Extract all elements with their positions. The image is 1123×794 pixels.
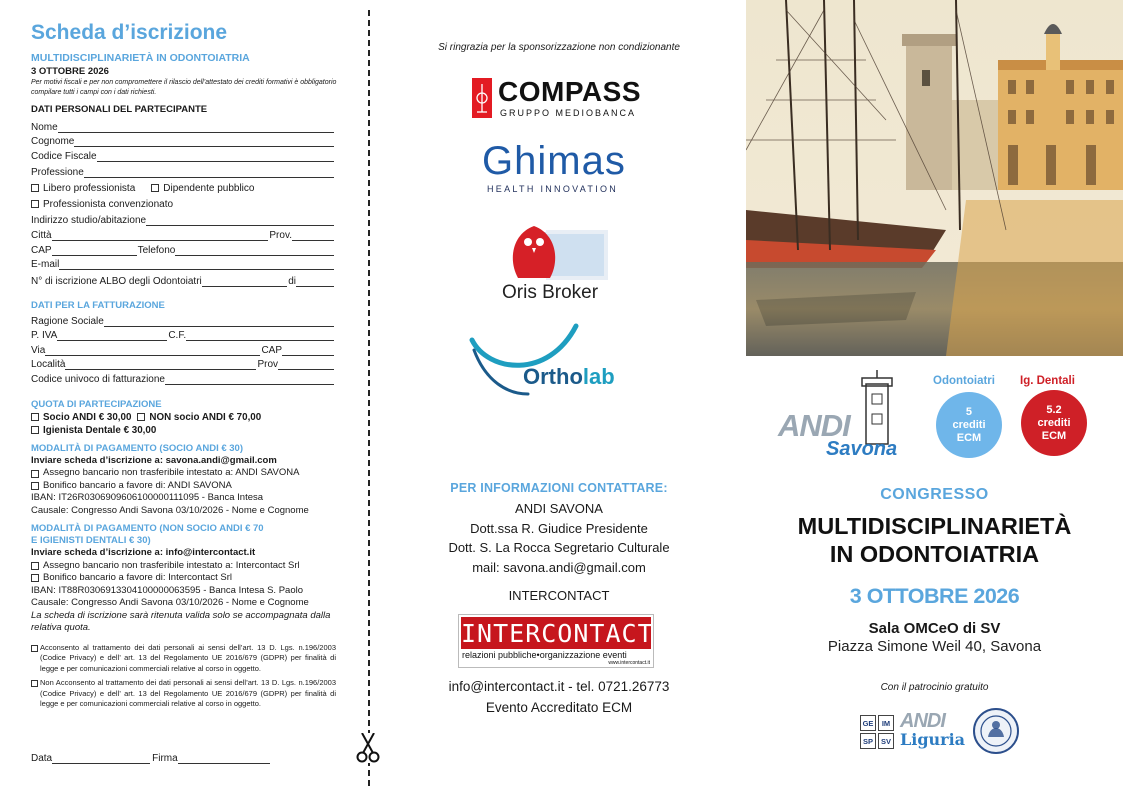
omceo-cell-sp: SP <box>860 733 876 749</box>
pay-other-header <box>31 523 352 547</box>
consent-no-checkbox[interactable] <box>31 680 38 687</box>
telefono-label: Telefono <box>137 244 176 256</box>
consent-no-row <box>31 678 336 710</box>
pay-andi-bonifico-row <box>31 480 352 493</box>
pay-other-iban: IBAN: IT88R0306913304100000063595 - Banca Intesa S. Paolo <box>31 584 304 596</box>
pay-andi-bonifico-checkbox[interactable] <box>31 482 39 490</box>
oris-owl-icon <box>498 220 622 282</box>
ortholab-name-part1: Ortho <box>523 364 583 389</box>
igienisti-credits-word: crediti <box>1037 416 1071 429</box>
firma-label: Firma <box>152 753 178 764</box>
billing-prov-field[interactable] <box>278 360 334 370</box>
nome-row <box>31 118 335 133</box>
professione-label: Professione <box>31 166 84 178</box>
indirizzo-field[interactable] <box>146 216 334 226</box>
non-socio-checkbox[interactable] <box>137 413 145 421</box>
convenzionato-checkbox[interactable] <box>31 200 39 208</box>
cut-line <box>368 10 370 786</box>
nome-field[interactable] <box>58 123 334 133</box>
omceo-cell-ge: GE <box>860 715 876 731</box>
ragione-sociale-row <box>31 312 335 327</box>
cap-field[interactable] <box>52 246 137 256</box>
compass-sub: GRUPPO MEDIOBANCA <box>500 108 637 118</box>
localita-field[interactable] <box>65 360 256 370</box>
liguria-word: Liguria <box>900 730 966 749</box>
pay-other-bonifico-row <box>31 572 352 585</box>
pay-other-assegno-row <box>31 560 352 573</box>
pay-other-bonifico-checkbox[interactable] <box>31 574 39 582</box>
citta-field[interactable] <box>52 231 269 241</box>
consent-yes-row <box>31 643 336 675</box>
codice-univoco-field[interactable] <box>165 375 334 385</box>
ragione-sociale-field[interactable] <box>104 317 334 327</box>
dipendente-checkbox[interactable] <box>151 184 159 192</box>
codice-univoco-row <box>31 370 335 385</box>
dipendente-label: Dipendente pubblico <box>163 182 255 194</box>
intercontact-logo-word: INTERCONTACT <box>461 619 654 648</box>
albo-label: N° di iscrizione ALBO degli Odontoiatri <box>31 276 202 288</box>
fee-row-1 <box>31 411 352 424</box>
pay-andi-causale: Causale: Congresso Andi Savona 03/10/2026 - Nome e Cognome <box>31 504 309 516</box>
savona-word: Savona <box>826 438 898 460</box>
pay-other-header-line-1: MODALITÀ DI PAGAMENTO (NON SOCIO ANDI € 70 <box>31 523 264 535</box>
email-label: E-mail <box>31 259 60 271</box>
ghimas-name: Ghimas <box>482 139 626 183</box>
omceo-cell-sv: SV <box>878 733 894 749</box>
via-field[interactable] <box>45 346 260 356</box>
right-panel <box>746 0 1123 794</box>
andi-savona-logo <box>778 370 913 462</box>
liguria-andi-word: ANDI <box>900 710 945 732</box>
odontoiatri-credits-value: 5 <box>965 405 973 418</box>
cognome-row <box>31 133 335 148</box>
convenzionato-label: Professionista convenzionato <box>43 198 174 210</box>
signature-row <box>31 753 271 764</box>
info-header: PER INFORMAZIONI CONTATTARE: <box>450 481 668 495</box>
firma-field[interactable] <box>178 754 270 764</box>
consent-yes-text: Acconsento al trattamento dei dati personali ai sensi dell’art. 13 D. Lgs. n.196/2003 (Codice Privacy) e dell’ art. 13 del Regolamento UE 2016/679 (GDPR) per finalità di legge e per comunicazioni commerciali relative al corso in oggetto. <box>40 642 336 673</box>
piva-label: P. IVA <box>31 330 58 342</box>
billing-header: DATI PER LA FATTURAZIONE <box>31 300 165 312</box>
cognome-field[interactable] <box>74 137 334 147</box>
pay-other-causale: Causale: Congresso Andi Savona 03/10/2026 - Nome e Cognome <box>31 597 309 609</box>
info-line-1: ANDI SAVONA <box>515 501 603 516</box>
ortholab-name <box>523 364 615 390</box>
igienisti-credits-ecm: ECM <box>1041 429 1067 442</box>
libero-checkbox[interactable] <box>31 184 39 192</box>
university-seal-icon <box>972 707 1020 755</box>
odontoiatri-credits-ecm: ECM <box>956 431 982 444</box>
data-label: Data <box>31 753 53 764</box>
telefono-field[interactable] <box>175 246 334 256</box>
personal-data-header: DATI PERSONALI DEL PARTECIPANTE <box>31 104 208 116</box>
cognome-label: Cognome <box>31 136 75 148</box>
socio-label: Socio ANDI € 30,00 <box>43 411 132 423</box>
pay-andi-assegno-checkbox[interactable] <box>31 470 39 478</box>
andi-word: ANDI <box>778 408 850 443</box>
socio-checkbox[interactable] <box>31 413 39 421</box>
omceo-logo <box>860 715 896 751</box>
andi-liguria-logo <box>900 710 968 754</box>
info-email[interactable]: mail: savona.andi@gmail.com <box>472 559 646 575</box>
citta-row <box>31 226 335 241</box>
oris-name: Oris Broker <box>502 282 599 303</box>
igienista-label: Igienista Dentale € 30,00 <box>43 424 157 436</box>
omceo-cell-im: IM <box>878 715 894 731</box>
igienisti-label: Ig. Dentali <box>1020 375 1075 387</box>
info-line-2: Dott.ssa R. Giudice Presidente <box>470 520 648 536</box>
middle-panel <box>386 0 732 794</box>
harbor-painting <box>746 0 1123 356</box>
scissors-icon <box>356 733 380 763</box>
piva-cf-row <box>31 327 335 342</box>
prov-field[interactable] <box>292 231 334 241</box>
pay-andi-assegno-row <box>31 467 352 480</box>
fee-row-2 <box>31 424 352 437</box>
localita-prov-row <box>31 356 335 371</box>
di-field[interactable] <box>296 277 334 287</box>
profession-type-row <box>31 181 352 196</box>
odontoiatri-credits-word: crediti <box>952 418 986 431</box>
cap-telefono-row <box>31 241 335 256</box>
indirizzo-row <box>31 212 335 227</box>
info-line-3: Dott. S. La Rocca Segretario Culturale <box>448 540 670 555</box>
libero-label: Libero professionista <box>43 182 136 194</box>
codice-fiscale-field[interactable] <box>97 152 334 162</box>
intercontact-logo <box>458 614 654 668</box>
pay-andi-send: Inviare scheda d’iscrizione a: savona.andi@gmail.com <box>31 454 277 466</box>
ghimas-logo <box>482 138 642 202</box>
billing-cap-field[interactable] <box>282 346 334 356</box>
citta-label: Città <box>31 230 52 242</box>
albo-row <box>31 270 335 287</box>
info-block <box>386 481 732 603</box>
congress-label: CONGRESSO <box>880 486 989 503</box>
intercontact-name: INTERCONTACT <box>508 588 610 603</box>
form-note: Per motivi fiscali e per non compromettere il rilascio dell’attestato dei crediti formativi è obbligatorio compilare tutti i campi con i dati richiesti. <box>31 79 337 96</box>
professione-row <box>31 162 335 178</box>
contact-line[interactable]: info@intercontact.it - tel. 0721.26773 <box>448 679 670 694</box>
di-label: di <box>288 276 296 288</box>
codice-univoco-label: Codice univoco di fatturazione <box>31 374 165 386</box>
congress-title-line-1: MULTIDISCIPLINARIETÀ <box>797 513 1072 539</box>
pay-other-bonifico-label: Bonifico bancario a favore di: Intercontact Srl <box>43 572 233 584</box>
congress-date: 3 OTTOBRE 2026 <box>849 584 1020 608</box>
email-row <box>31 256 335 271</box>
igienisti-credits-badge <box>1021 390 1087 456</box>
fee-header: QUOTA DI PARTECIPAZIONE <box>31 399 162 411</box>
nome-label: Nome <box>31 121 58 133</box>
compass-logo <box>472 77 642 121</box>
ecm-line: Evento Accreditato ECM <box>485 700 633 715</box>
consent-no-text: Non Acconsento al trattamento dei dati personali ai sensi dell’art. 13 D. Lgs. n.196/2003 (Codice Privacy) e dell’ art. 13 del Regolamento UE 2016/679 (GDPR) per finalità di legge e per comunicazioni commerciali relative al corso in oggetto. <box>40 678 336 709</box>
via-cap-row <box>31 341 335 356</box>
codice-fiscale-row <box>31 147 335 162</box>
odontoiatri-credits-badge <box>936 392 1002 458</box>
localita-label: Località <box>31 359 66 371</box>
cf-label: C.F. <box>168 330 187 342</box>
igienista-checkbox[interactable] <box>31 426 39 434</box>
sponsor-note: Si ringrazia per la sponsorizzazione non condizionante <box>438 42 680 53</box>
indirizzo-label: Indirizzo studio/abitazione <box>31 215 147 227</box>
via-label: Via <box>31 344 46 356</box>
pay-other-header-line-2: E IGIENISTI DENTALI € 30) <box>31 535 151 547</box>
non-socio-label: NON socio ANDI € 70,00 <box>149 411 262 423</box>
congress-title-line-2: IN ODONTOIATRIA <box>829 541 1040 567</box>
ragione-sociale-label: Ragione Sociale <box>31 315 104 327</box>
email-field[interactable] <box>59 260 334 270</box>
contact-block <box>386 676 732 718</box>
pay-other-send: Inviare scheda d’iscrizione a: info@intercontact.it <box>31 547 256 559</box>
piva-field[interactable] <box>57 331 167 341</box>
cf-field[interactable] <box>186 331 334 341</box>
data-field[interactable] <box>52 754 150 764</box>
pay-andi-header: MODALITÀ DI PAGAMENTO (SOCIO ANDI € 30) <box>31 442 244 454</box>
congress-title <box>746 512 1123 568</box>
form-date: 3 OTTOBRE 2026 <box>31 66 109 78</box>
andi-tower-icon <box>852 370 904 446</box>
pay-other-assegno-checkbox[interactable] <box>31 562 39 570</box>
ortholab-name-part2: lab <box>582 364 615 389</box>
oris-broker-logo <box>498 220 628 308</box>
intercontact-logo-url: www.intercontact.it <box>608 660 650 666</box>
congress-block <box>746 486 1123 655</box>
albo-field[interactable] <box>202 277 287 287</box>
congress-address: Piazza Simone Weil 40, Savona <box>827 638 1042 655</box>
convenzionato-row <box>31 197 352 212</box>
billing-prov-label: Prov <box>257 359 278 371</box>
form-subtitle: MULTIDISCIPLINARIETÀ IN ODONTOIATRIA <box>31 52 250 65</box>
compass-logo-mark <box>472 78 492 118</box>
registration-form <box>0 0 352 794</box>
cap-label: CAP <box>31 244 52 256</box>
ortholab-logo <box>468 320 648 398</box>
pay-andi-iban: IBAN: IT26R0306909606100000111095 - Banca Intesa <box>31 492 264 504</box>
professione-field[interactable] <box>84 168 334 178</box>
form-title: Scheda d’iscrizione <box>31 21 228 44</box>
igienisti-credits-value: 5.2 <box>1046 403 1062 416</box>
billing-cap-label: CAP <box>261 344 282 356</box>
prov-label: Prov. <box>269 230 292 242</box>
pay-other-assegno-label: Assegno bancario non trasferibile intestato a: Intercontact Srl <box>43 559 300 571</box>
compass-name: COMPASS <box>498 76 641 107</box>
pay-andi-assegno-label: Assegno bancario non trasferibile intestato a: ANDI SAVONA <box>43 467 300 479</box>
ghimas-sub: HEALTH INNOVATION <box>487 184 619 194</box>
congress-venue: Sala OMCeO di SV <box>868 620 1001 637</box>
consent-yes-checkbox[interactable] <box>31 645 38 652</box>
patronage-label: Con il patrocinio gratuito <box>880 682 989 693</box>
odontoiatri-label: Odontoiatri <box>933 375 995 387</box>
codice-fiscale-label: Codice Fiscale <box>31 150 97 162</box>
pay-other-validity: La scheda di iscrizione sarà ritenuta valida solo se accompagnata dalla relativa quota. <box>31 609 331 634</box>
pay-andi-bonifico-label: Bonifico bancario a favore di: ANDI SAVONA <box>43 479 232 491</box>
intercontact-logo-sub: relazioni pubbliche•organizzazione eventi <box>462 650 627 660</box>
